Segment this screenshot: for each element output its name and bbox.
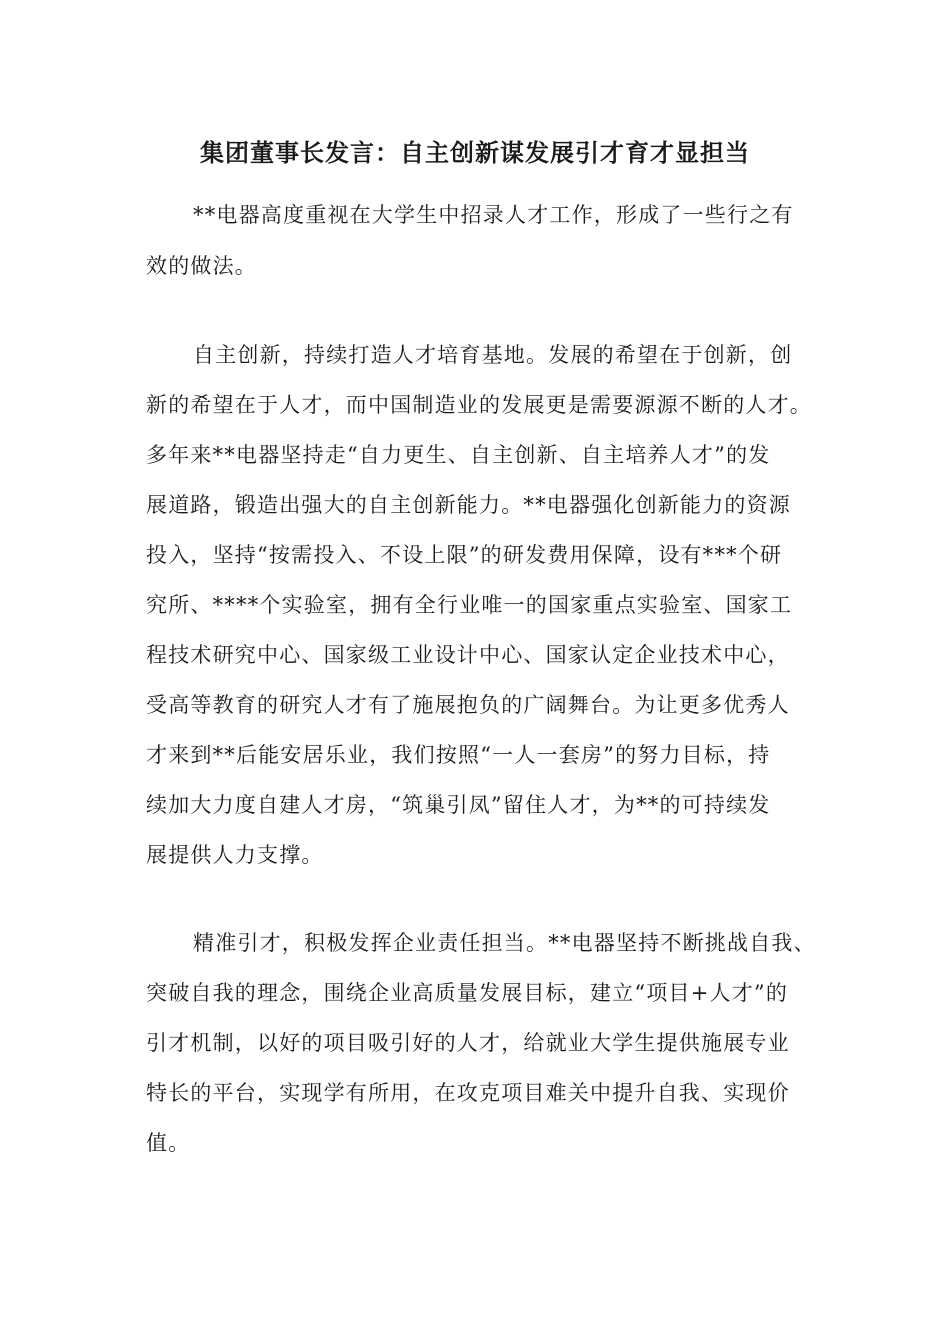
paragraph-3-line-1: 精准引才，积极发挥企业责任担当。**电器坚持不断挑战自我、: [193, 931, 816, 955]
paragraph-2-line-5: 投入，坚持“按需投入、不设上限”的研发费用保障，设有***个研: [146, 543, 783, 567]
paragraph-2-line-1: 自主创新，持续打造人才培育基地。发展的希望在于创新，创: [193, 343, 793, 367]
paragraph-1-line-2: 效的做法。: [146, 254, 257, 278]
paragraph-3-line-3: 引才机制，以好的项目吸引好的人才，给就业大学生提供施展专业: [146, 1031, 790, 1055]
paragraph-3-line-4: 特长的平台，实现学有所用，在攻克项目难关中提升自我、实现价: [146, 1081, 790, 1105]
paragraph-2-line-4: 展道路，锻造出强大的自主创新能力。**电器强化创新能力的资源: [146, 493, 791, 517]
paragraph-3-line-2: 突破自我的理念，围绕企业高质量发展目标，建立“项目+人才”的: [146, 981, 789, 1005]
paragraph-1-line-1: **电器高度重视在大学生中招录人才工作，形成了一些行之有: [193, 203, 794, 227]
paragraph-3-line-5: 值。: [146, 1131, 191, 1155]
paragraph-2-line-7: 程技术研究中心、国家级工业设计中心、国家认定企业技术中心，: [146, 643, 790, 667]
paragraph-2-line-11: 展提供人力支撑。: [146, 843, 324, 867]
paragraph-2-line-2: 新的希望在于人才，而中国制造业的发展更是需要源源不断的人才。: [146, 393, 812, 417]
paragraph-2-line-8: 受高等教育的研究人才有了施展抱负的广阔舞台。为让更多优秀人: [146, 693, 790, 717]
paragraph-2-line-10: 续加大力度自建人才房，“筑巢引凤”留住人才，为**的可持续发: [146, 793, 771, 817]
document-title: 集团董事长发言：自主创新谋发展引才育才显担当: [200, 139, 750, 167]
paragraph-2-line-6: 究所、****个实验室，拥有全行业唯一的国家重点实验室、国家工: [146, 593, 793, 617]
paragraph-2-line-3: 多年来**电器坚持走“自力更生、自主创新、自主培养人才”的发: [146, 443, 771, 467]
paragraph-2-line-9: 才来到**后能安居乐业，我们按照“一人一套房”的努力目标，持: [146, 743, 771, 767]
